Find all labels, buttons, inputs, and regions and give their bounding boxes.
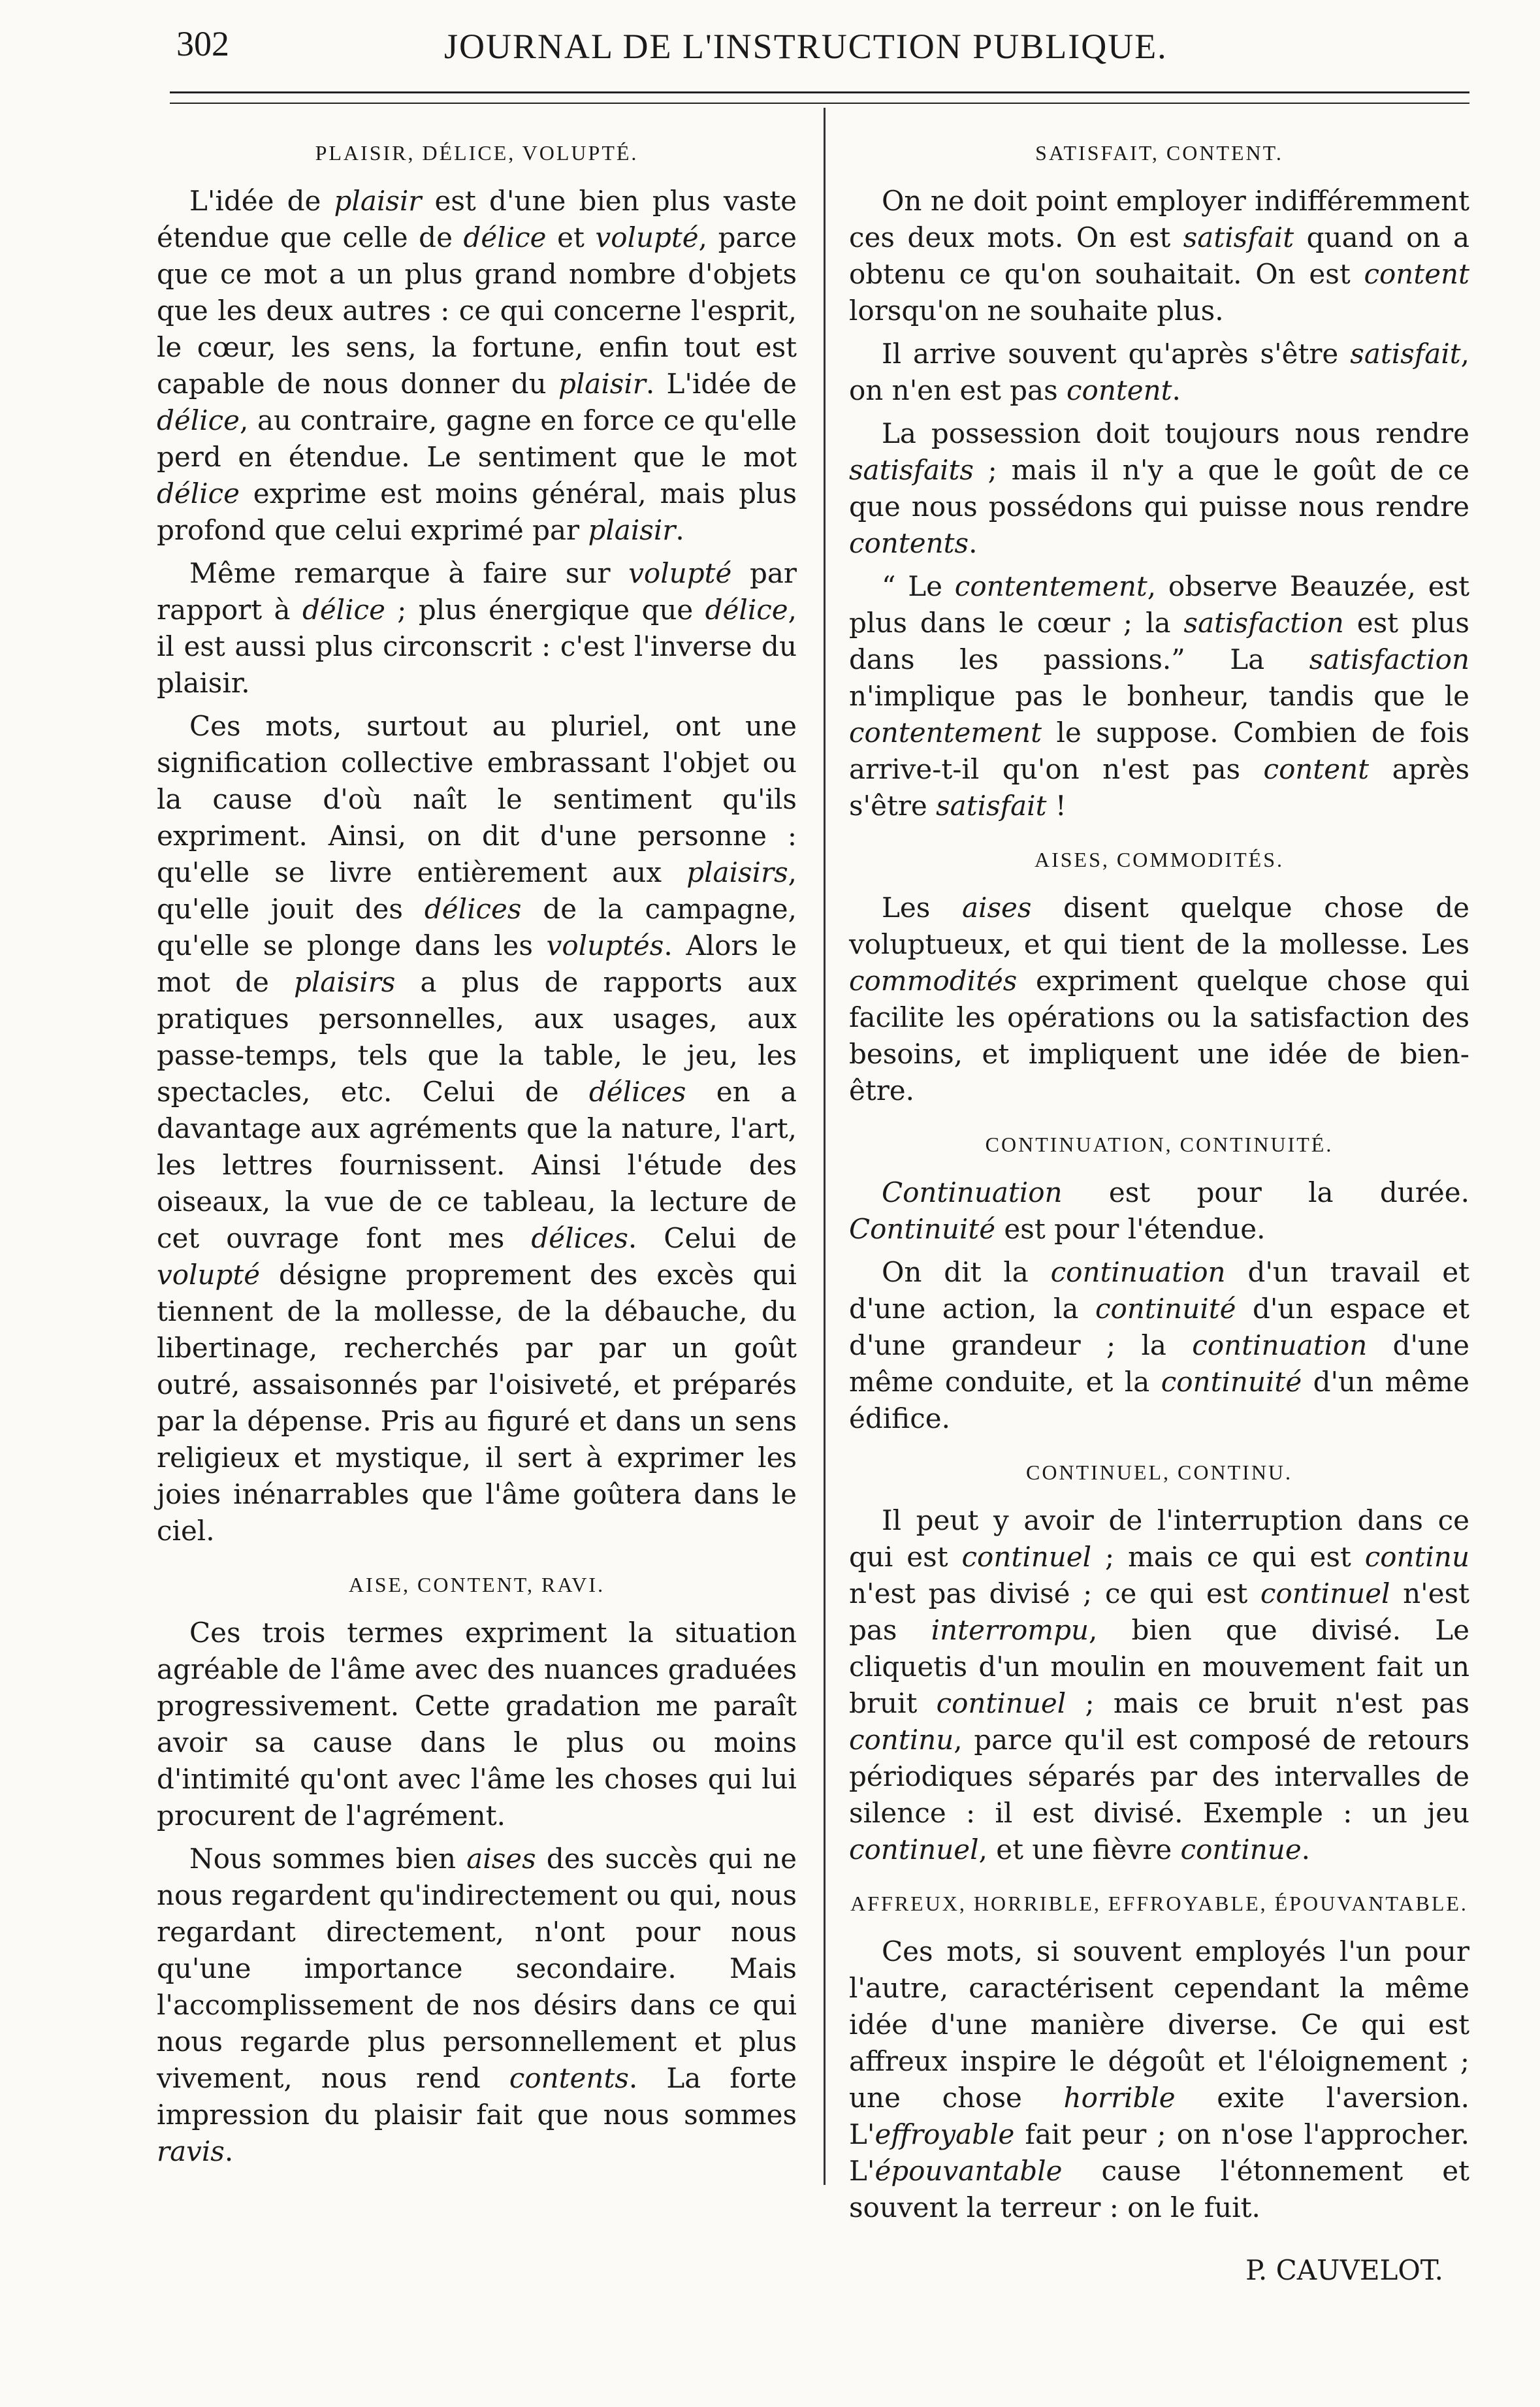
italic-term: plaisirs [686,856,788,888]
italic-term: plaisir [588,514,676,546]
paragraph: Ces mots, surtout au pluriel, ont une signification collective embrassant l'objet ou la cause d'où naît le sentiment qu'ils expriment. Ainsi, on dit d'une personne : qu'elle se livre entièrement aux plaisirs, qu'elle jouit des délices de la campagne, qu'elle se plonge dans les voluptés. Alors le mot de plaisirs a plus de rapports aux pratiques personnelles, aux usages, aux passe-temps, tels que la table, le jeu, les spectacles, etc. Celui de délices en a davantage aux agréments que la nature, l'art, les lettres fournissent. Ainsi l'étude des oiseaux, la vue de ce tableau, la lecture de cet ouvrage font mes délices. Celui de volupté désigne proprement des excès qui tiennent de la mollesse, de la débauche, du libertinage, recherchés par par un goût outré, assaisonnés par l'oisiveté, et préparés par la dépense. Pris au figuré et dans un sens religieux et mystique, il sert à exprimer les joies inénarrables que l'âme goûtera dans le ciel. [157,710,797,1547]
italic-term: continuel [936,1687,1067,1719]
running-title: JOURNAL DE L'INSTRUCTION PUBLIQUE. [444,27,1168,66]
italic-term: content [1067,374,1172,406]
italic-term: effroyable [874,2118,1015,2150]
section-title-aises: AISES, COMMODITÉS. [1034,848,1285,871]
italic-term: épouvantable [874,2155,1063,2187]
italic-term: plaisir [334,185,422,217]
italic-term: aises [466,1843,536,1875]
paragraph: Il peut y avoir de l'interruption dans ce qui est continuel ; mais ce qui est continu n'est pas divisé ; ce qui est continuel n'est pas interrompu, bien que divisé. Le cliquetis d'un moulin en mouvement fait un bruit continuel ; mais ce bruit n'est pas continu, parce qu'il est composé de retours périodiques séparés par des intervalles de silence : il est divisé. Exemple : un jeu continuel, et une fièvre continue. [849,1504,1470,1866]
italic-term: satisfaction [1309,643,1469,675]
italic-term: commodités [849,965,1018,997]
paragraph: “ Le contentement, observe Beauzée, est plus dans le cœur ; la satisfaction est plus dans les passions.” La satisfaction n'implique pas le bonheur, tandis que le contentement le suppose. Combien de fois arrive-t-il qu'on n'est pas content après s'être satisfait ! [849,570,1470,822]
section-title-continuel: CONTINUEL, CONTINU. [1025,1461,1293,1484]
paragraph: Ces trois termes expriment la situation agréable de l'âme avec des nuances graduées progressivement. Cette gradation me paraît avoir sa cause dans le plus ou moins d'intimité qu'ont avec l'âme les choses qui lui procurent de l'agrément. [157,1617,797,1832]
italic-term: Continuité [849,1213,996,1245]
italic-term: continuel [961,1541,1092,1573]
italic-term: satisfaction [1183,607,1344,639]
italic-term: aises [962,892,1032,924]
italic-term: continuation [1050,1256,1226,1288]
column-divider [824,108,826,2185]
italic-term: continu [849,1724,954,1756]
italic-term: interrompu [931,1614,1089,1646]
paragraph: Même remarque à faire sur volupté par rapport à délice ; plus énergique que délice, il est aussi plus circonscrit : c'est l'inverse du plaisir. [157,557,797,699]
italic-term: délices [588,1076,686,1108]
italic-term: satisfait [1350,338,1461,370]
paragraph: Ces mots, si souvent employés l'un pour l'autre, caractérisent cependant la même idée d'une manière diverse. Ce qui est affreux inspire le dégoût et l'éloignement ; une chose horrible exite l'aversion. L'effroyable fait peur ; on n'ose l'approcher. L'épouvantable cause l'étonnement et souvent la terreur : on le fuit. [849,1935,1469,2223]
italic-term: délice [157,477,240,509]
italic-term: continuel [849,1834,979,1866]
italic-term: contents [849,527,969,559]
italic-term: satisfaits [849,454,974,486]
italic-term: contents [509,2062,629,2094]
italic-term: volupté [595,221,699,253]
italic-term: satisfait [936,790,1047,822]
paragraph: L'idée de plaisir est d'une bien plus vaste étendue que celle de délice et volupté, parce que ce mot a un plus grand nombre d'objets que les deux autres : ce qui concerne l'esprit, le cœur, les sens, la fortune, enfin tout est capable de nous donner du plaisir. L'idée de délice, au contraire, gagne en force ce qu'elle perd en étendue. Le sentiment que le mot délice exprime est moins général, mais plus profond que celui exprimé par plaisir. [157,185,797,546]
paragraph: Continuation est pour la durée. Continuité est pour l'étendue. [849,1176,1469,1245]
section-title-satisfait: SATISFAIT, CONTENT. [1035,141,1283,165]
paragraph: On dit la continuation d'un travail et d'une action, la continuité d'un espace et d'une grandeur ; la continuation d'une même conduite, et la continuité d'un même édifice. [849,1256,1469,1434]
italic-term: délices [424,893,522,925]
italic-term: délice [705,594,788,626]
section-title-continuation: CONTINUATION, CONTINUITÉ. [985,1133,1334,1156]
italic-term: continuel [1260,1577,1390,1609]
italic-term: délice [463,221,547,253]
author-signature: P. CAUVELOT. [1245,2254,1443,2286]
section-title-plaisir: PLAISIR, DÉLICE, VOLUPTÉ. [315,141,639,165]
italic-term: contentement [954,570,1147,602]
italic-term: Continuation [882,1176,1063,1208]
italic-term: continuité [1161,1366,1302,1398]
italic-term: volupté [157,1259,261,1291]
paragraph: Il arrive souvent qu'après s'être satisfait, on n'en est pas content. [849,338,1469,406]
italic-term: plaisir [558,368,646,400]
italic-term: continu [1364,1541,1470,1573]
italic-term: plaisirs [293,966,396,998]
italic-term: satisfait [1183,221,1294,253]
italic-term: délice [157,404,240,436]
section-title-aise: AISE, CONTENT, RAVI. [348,1573,605,1596]
section-title-affreux: AFFREUX, HORRIBLE, EFFROYABLE, ÉPOUVANTABLE. [850,1892,1468,1915]
italic-term: délices [531,1222,628,1254]
italic-term: voluptés [546,929,664,961]
header-rule [170,91,1469,104]
italic-term: continuation [1192,1329,1368,1361]
italic-term: volupté [628,557,732,589]
italic-term: horrible [1063,2082,1176,2114]
page-header [157,17,1430,95]
paragraph: On ne doit point employer indifféremment ces deux mots. On est satisfait quand on a obtenu ce qu'on souhaitait. On est content lorsqu'on ne souhaite plus. [849,185,1469,327]
italic-term: continuité [1095,1293,1236,1325]
page-number: 302 [176,24,229,63]
paragraph: La possession doit toujours nous rendre satisfaits ; mais il n'y a que le goût de ce que nous possédons qui puisse nous rendre contents. [849,417,1469,559]
paragraph: Nous sommes bien aises des succès qui ne nous regardent qu'indirectement ou qui, nous regardant directement, n'ont pour nous qu'une importance secondaire. Mais l'accomplissement de nos désirs dans ce qui nous regarde plus personnellement et plus vivement, nous rend contents. La forte impression du plaisir fait que nous sommes ravis. [157,1843,797,2167]
italic-term: délice [302,594,385,626]
right-column [849,118,1469,2289]
italic-term: contentement [849,717,1042,749]
paragraph: Les aises disent quelque chose de voluptueux, et qui tient de la mollesse. Les commodités expriment quelque chose qui facilite les opérations ou la satisfaction des besoins, et impliquent une idée de bien-être. [849,892,1469,1107]
italic-term: content [1364,258,1469,290]
italic-term: continue [1180,1834,1302,1866]
left-column [157,118,797,2176]
italic-term: ravis [157,2135,225,2167]
italic-term: content [1263,753,1370,785]
